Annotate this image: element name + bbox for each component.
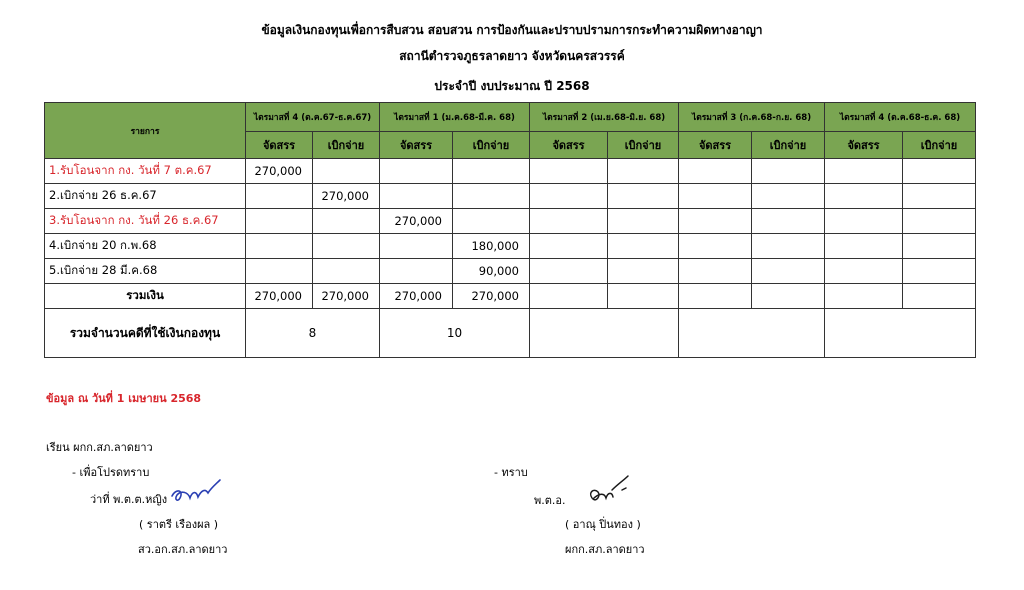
table-cell: 270,000 <box>380 209 453 234</box>
table-cell <box>380 234 453 259</box>
table-cell <box>453 184 530 209</box>
allocation-header: จัดสรร <box>380 132 453 159</box>
table-row <box>45 184 976 209</box>
table-cell <box>903 209 976 234</box>
table-cell <box>608 184 679 209</box>
table-cell <box>903 259 976 284</box>
case-count-value <box>530 309 679 358</box>
table-cell <box>530 234 608 259</box>
allocation-header: จัดสรร <box>530 132 608 159</box>
table-cell <box>752 209 825 234</box>
table-row <box>45 209 976 234</box>
table-cell <box>530 284 608 309</box>
table-cell <box>608 259 679 284</box>
table-cell <box>679 284 752 309</box>
table-cell <box>313 234 380 259</box>
total-row <box>45 284 976 309</box>
row-label: 4.เบิกจ่าย 20 ก.พ.68 <box>45 234 246 259</box>
table-cell <box>530 209 608 234</box>
row-label: 5.เบิกจ่าย 28 มี.ค.68 <box>45 259 246 284</box>
right-rank: พ.ต.อ. <box>534 494 566 507</box>
allocation-header: จัดสรร <box>246 132 313 159</box>
table-cell: 270,000 <box>453 284 530 309</box>
table-cell <box>530 259 608 284</box>
table-cell <box>608 284 679 309</box>
table-cell <box>752 159 825 184</box>
table-cell <box>608 159 679 184</box>
item-header: รายการ <box>45 103 246 159</box>
table-cell: 270,000 <box>313 184 380 209</box>
table-row <box>45 234 976 259</box>
document-title: ข้อมูลเงินกองทุนเพื่อการสืบสวน สอบสวน การป้องกันและปราบปรามการกระทำความผิดทางอาญา <box>261 23 763 37</box>
table-cell: 270,000 <box>246 159 313 184</box>
right-name: ( อาณุ ปิ่นทอง ) <box>565 518 641 531</box>
left-name: ( ราตรี เรืองผล ) <box>139 518 219 531</box>
table-cell <box>752 184 825 209</box>
quarter-header: ไตรมาสที่ 3 (ก.ค.68-ก.ย. 68) <box>679 103 825 132</box>
allocation-header: จัดสรร <box>825 132 903 159</box>
table-cell <box>380 159 453 184</box>
table-cell <box>608 209 679 234</box>
station-name: สถานีตำรวจภูธรลาดยาว จังหวัดนครสวรรค์ <box>399 49 625 63</box>
table-cell <box>246 259 313 284</box>
quarter-header: ไตรมาสที่ 4 (ต.ค.68-ธ.ค. 68) <box>825 103 976 132</box>
table-cell: 270,000 <box>313 284 380 309</box>
table-cell <box>679 234 752 259</box>
table-cell <box>903 234 976 259</box>
table-cell <box>752 284 825 309</box>
table-cell <box>903 159 976 184</box>
quarter-header: ไตรมาสที่ 4 (ต.ค.67-ธ.ค.67) <box>246 103 380 132</box>
table-cell <box>380 259 453 284</box>
case-count-row <box>45 309 976 358</box>
disbursement-header: เบิกจ่าย <box>313 132 380 159</box>
fiscal-year: ประจำปี งบประมาณ ปี 2568 <box>434 79 590 93</box>
memo-to: เรียน ผกก.สภ.ลาดยาว <box>46 441 153 454</box>
table-cell: 270,000 <box>246 284 313 309</box>
case-count-value: 8 <box>246 309 380 358</box>
table-cell <box>530 184 608 209</box>
table-cell <box>679 184 752 209</box>
signature-right <box>586 474 632 508</box>
case-count-value <box>825 309 976 358</box>
table-cell <box>246 234 313 259</box>
table-cell <box>825 259 903 284</box>
table-cell <box>825 159 903 184</box>
left-position: สว.อก.สภ.ลาดยาว <box>138 543 228 556</box>
left-note: - เพื่อโปรดทราบ <box>72 466 150 479</box>
left-rank: ว่าที่ พ.ต.ต.หญิง <box>90 493 168 506</box>
table-cell <box>903 284 976 309</box>
table-cell <box>752 259 825 284</box>
quarter-header: ไตรมาสที่ 1 (ม.ค.68-มี.ค. 68) <box>380 103 530 132</box>
table-cell <box>246 209 313 234</box>
table-row <box>45 159 976 184</box>
table-cell <box>825 209 903 234</box>
table-cell <box>453 209 530 234</box>
table-cell <box>608 234 679 259</box>
table-cell <box>313 209 380 234</box>
table-cell <box>825 284 903 309</box>
table-row <box>45 259 976 284</box>
table-cell: 270,000 <box>380 284 453 309</box>
table-cell: 90,000 <box>453 259 530 284</box>
table-cell <box>380 184 453 209</box>
table-cell <box>903 184 976 209</box>
allocation-header: จัดสรร <box>679 132 752 159</box>
disbursement-header: เบิกจ่าย <box>608 132 679 159</box>
table-cell <box>530 159 608 184</box>
case-count-value <box>679 309 825 358</box>
row-label: 1.รับโอนจาก กง. วันที่ 7 ต.ค.67 <box>45 159 246 184</box>
row-label: 3.รับโอนจาก กง. วันที่ 26 ธ.ค.67 <box>45 209 246 234</box>
table-cell <box>313 259 380 284</box>
budget-table <box>44 102 976 358</box>
case-count-label: รวมจำนวนคดีที่ใช้เงินกองทุน <box>45 309 246 358</box>
table-cell <box>679 259 752 284</box>
right-position: ผกก.สภ.ลาดยาว <box>565 543 645 556</box>
table-cell <box>825 234 903 259</box>
table-cell: 180,000 <box>453 234 530 259</box>
disbursement-header: เบิกจ่าย <box>903 132 976 159</box>
table-cell <box>825 184 903 209</box>
table-cell <box>313 159 380 184</box>
signature-left <box>168 478 222 506</box>
disbursement-header: เบิกจ่าย <box>752 132 825 159</box>
row-label: 2.เบิกจ่าย 26 ธ.ค.67 <box>45 184 246 209</box>
right-note: - ทราบ <box>494 466 528 479</box>
table-cell <box>679 209 752 234</box>
case-count-value: 10 <box>380 309 530 358</box>
quarter-header: ไตรมาสที่ 2 (เม.ย.68-มิ.ย. 68) <box>530 103 679 132</box>
total-label: รวมเงิน <box>45 284 246 309</box>
as-of-date: ข้อมูล ณ วันที่ 1 เมษายน 2568 <box>46 392 202 405</box>
table-cell <box>453 159 530 184</box>
table-cell <box>246 184 313 209</box>
table-cell <box>679 159 752 184</box>
table-cell <box>752 234 825 259</box>
disbursement-header: เบิกจ่าย <box>453 132 530 159</box>
